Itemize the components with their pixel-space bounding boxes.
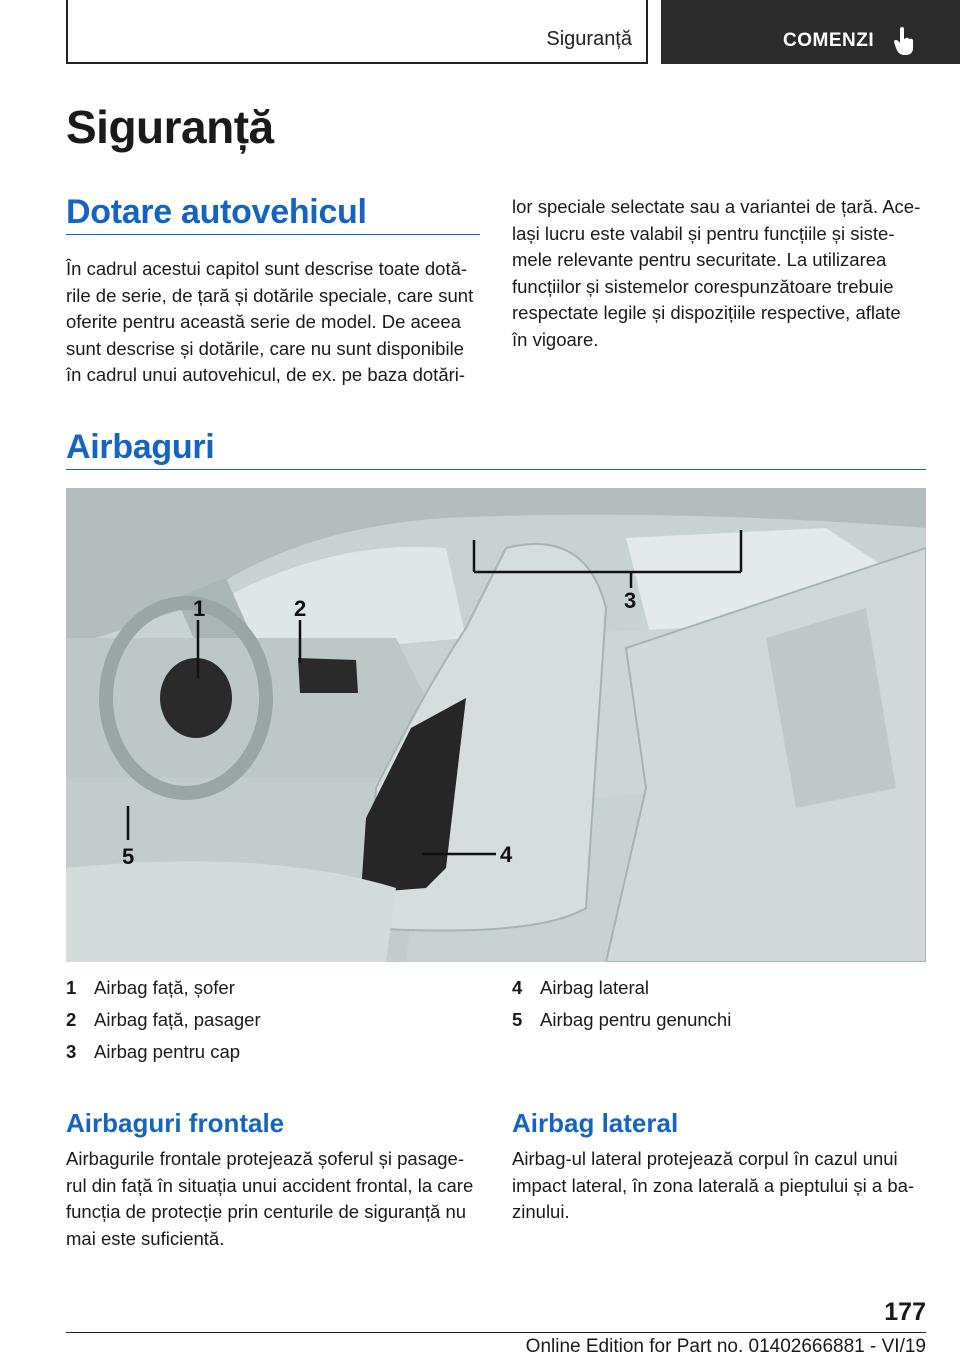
- callout-1: 1: [193, 596, 206, 621]
- heading-rule: [66, 469, 926, 470]
- heading-dotare-autovehicul: Dotare autovehicul: [66, 193, 367, 231]
- text-line: impact lateral, în zona laterală a pieptului și a ba-: [512, 1174, 915, 1196]
- legend-text: Airbag față, pasager: [94, 1009, 261, 1030]
- text-line: lor speciale selectate sau a variantei de țară. Ace-: [512, 196, 921, 217]
- text-line: rile de serie, de țară și dotările speciale, care sunt: [66, 284, 474, 306]
- legend-number: 5: [512, 1009, 523, 1030]
- text-line: lași lucru este valabil și pentru funcțiile și siste-: [512, 222, 895, 244]
- heading-airbag-lateral: Airbag lateral: [512, 1108, 679, 1138]
- edition-footer: Online Edition for Part no. 01402666881 - VI/19: [525, 1336, 926, 1357]
- text-line: Airbagurile frontale protejează șoferul și pasage-: [66, 1148, 464, 1169]
- legend-text: Airbag lateral: [540, 977, 650, 998]
- text-line: funcția de protecție prin centurile de siguranță nu: [66, 1201, 467, 1222]
- driver-airbag-shape: [160, 658, 232, 738]
- intro-text-right: [512, 194, 920, 353]
- text-line: respectate legile și dispozițiile respective, aflate: [512, 302, 901, 323]
- text-line: în vigoare.: [512, 328, 599, 350]
- callout-5: 5: [122, 844, 135, 869]
- callout-4: 4: [500, 842, 513, 867]
- text-line: Airbag-ul lateral protejează corpul în cazul unui: [512, 1148, 898, 1169]
- pointing-hand-icon: [893, 26, 915, 56]
- text-line: mai este suficientă.: [66, 1227, 225, 1249]
- text-line: oferite pentru această serie de model. De aceea: [66, 311, 461, 332]
- legend-text: Airbag față, șofer: [94, 977, 235, 998]
- text-line: mele relevante pentru securitate. La utilizarea: [512, 249, 887, 270]
- legend-text: Airbag pentru cap: [94, 1041, 241, 1062]
- text-line: În cadrul acestui capitol sunt descrise toate dotă-: [66, 258, 468, 279]
- airbag-figure: [66, 488, 926, 962]
- legend-number: 2: [66, 1009, 77, 1030]
- text-line: sunt descrise și dotările, care nu sunt disponibile: [66, 337, 464, 359]
- heading-airbaguri-frontale: Airbaguri frontale: [66, 1108, 285, 1138]
- text-line: rul din față în situația unui accident frontal, la care: [66, 1174, 474, 1196]
- section-tab[interactable]: [66, 0, 648, 64]
- controls-button[interactable]: [661, 0, 960, 64]
- heading-rule: [66, 234, 480, 235]
- legend-number: 4: [512, 977, 523, 998]
- footer-rule: [66, 1332, 926, 1333]
- page-number: 177: [884, 1298, 926, 1326]
- heading-airbaguri: Airbaguri: [66, 428, 215, 466]
- text-line: în cadrul unui autovehicul, de ex. pe baza dotări-: [66, 364, 466, 385]
- legend-number: 1: [66, 977, 77, 998]
- lateral-text: [512, 1146, 914, 1226]
- frontal-text: [66, 1146, 473, 1252]
- intro-text-left: [66, 256, 473, 389]
- callout-3: 3: [624, 588, 637, 613]
- legend-number: 3: [66, 1041, 77, 1062]
- section-tab-label: Siguranță: [546, 28, 632, 50]
- car-interior-illustration: [66, 488, 926, 962]
- legend-text: Airbag pentru genunchi: [540, 1009, 732, 1030]
- text-line: funcțiilor și sistemelor corespunzătoare trebuie: [512, 275, 894, 297]
- text-line: zinului.: [512, 1201, 570, 1222]
- callout-2: 2: [294, 596, 307, 621]
- controls-button-label: COMENZI: [783, 30, 875, 51]
- page-title: Siguranță: [66, 101, 274, 153]
- passenger-airbag-shape: [298, 658, 358, 693]
